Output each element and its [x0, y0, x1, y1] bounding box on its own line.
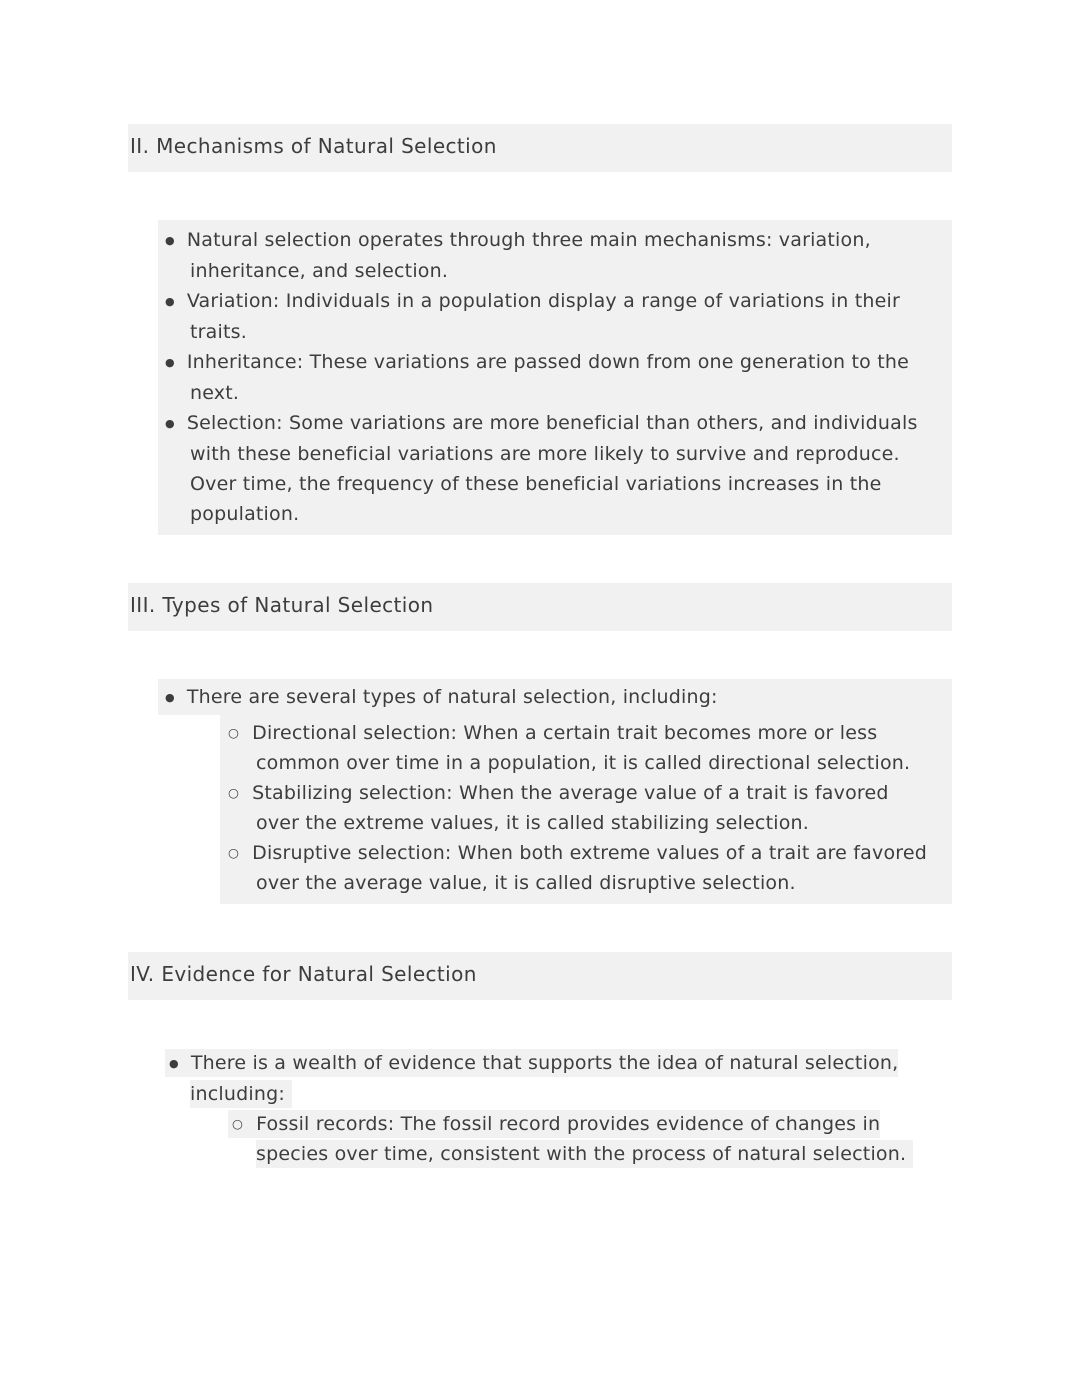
bullet-icon: ● — [165, 295, 175, 308]
bullet-line — [158, 225, 952, 286]
section-heading: II. Mechanisms of Natural Selection — [128, 124, 952, 172]
item-text: Directional selection: When a certain trait becomes more or less common over time in a population, it is called directional selection. — [252, 722, 911, 774]
circle-bullet-icon: ○ — [232, 1116, 244, 1131]
item-text: Stabilizing selection: When the average value of a trait is favored over the extreme values, it is called stabilizing selection. — [252, 782, 889, 834]
list-item — [158, 1048, 952, 1169]
bullet-icon: ● — [165, 234, 175, 247]
bullet-line — [158, 408, 952, 529]
bullet-line — [158, 679, 952, 715]
sub-list-item — [220, 778, 952, 838]
circle-bullet-icon: ○ — [228, 845, 240, 860]
bullet-list — [158, 679, 952, 904]
bullet-line — [158, 1048, 952, 1109]
list-item — [158, 408, 952, 529]
bullet-line — [158, 286, 952, 347]
sub-list-item — [220, 838, 952, 898]
item-text: Natural selection operates through three main mechanisms: variation, inheritance, and selection. — [186, 229, 871, 282]
circle-bullet-icon: ○ — [228, 785, 240, 800]
sub-list-item — [220, 718, 952, 778]
list-item — [158, 225, 952, 286]
sub-bullet-list — [220, 715, 952, 904]
circle-bullet-icon: ○ — [228, 725, 240, 740]
item-text: Selection: Some variations are more beneficial than others, and individuals with these beneficial variations are more likely to survive and reproduce. Over time, the frequency of these beneficial variations increases in the population. — [186, 412, 918, 525]
bullet-list — [158, 1048, 952, 1169]
sub-bullet-line — [220, 718, 952, 778]
section-heading: III. Types of Natural Selection — [128, 583, 952, 631]
list-item — [158, 679, 952, 904]
list-item — [158, 286, 952, 347]
sub-bullet-line — [220, 838, 952, 898]
sub-bullet-line — [220, 1109, 952, 1169]
bullet-icon: ● — [165, 356, 175, 369]
item-text: Variation: Individuals in a population display a range of variations in their traits. — [186, 290, 901, 343]
item-text: Disruptive selection: When both extreme values of a trait are favored over the average value, it is called disruptive selection. — [252, 842, 928, 894]
bullet-icon: ● — [165, 691, 175, 704]
sub-bullet-line — [220, 778, 952, 838]
section-heading: IV. Evidence for Natural Selection — [128, 952, 952, 1000]
item-text: There are several types of natural selection, including: — [186, 686, 718, 708]
section-mechanisms — [128, 124, 952, 535]
item-text: Fossil records: The fossil record provides evidence of changes in species over time, consistent with the process of natural selection. — [256, 1113, 907, 1165]
bullet-icon: ● — [169, 1057, 179, 1070]
sub-bullet-list — [220, 1109, 952, 1169]
bullet-icon: ● — [165, 417, 175, 430]
section-types — [128, 583, 952, 904]
section-evidence — [128, 952, 952, 1169]
sub-list-item — [220, 1109, 952, 1169]
item-text: There is a wealth of evidence that supports the idea of natural selection, including: — [190, 1052, 899, 1105]
bullet-list — [158, 220, 952, 535]
bullet-line — [158, 347, 952, 408]
item-text: Inheritance: These variations are passed down from one generation to the next. — [186, 351, 909, 404]
list-item — [158, 347, 952, 408]
